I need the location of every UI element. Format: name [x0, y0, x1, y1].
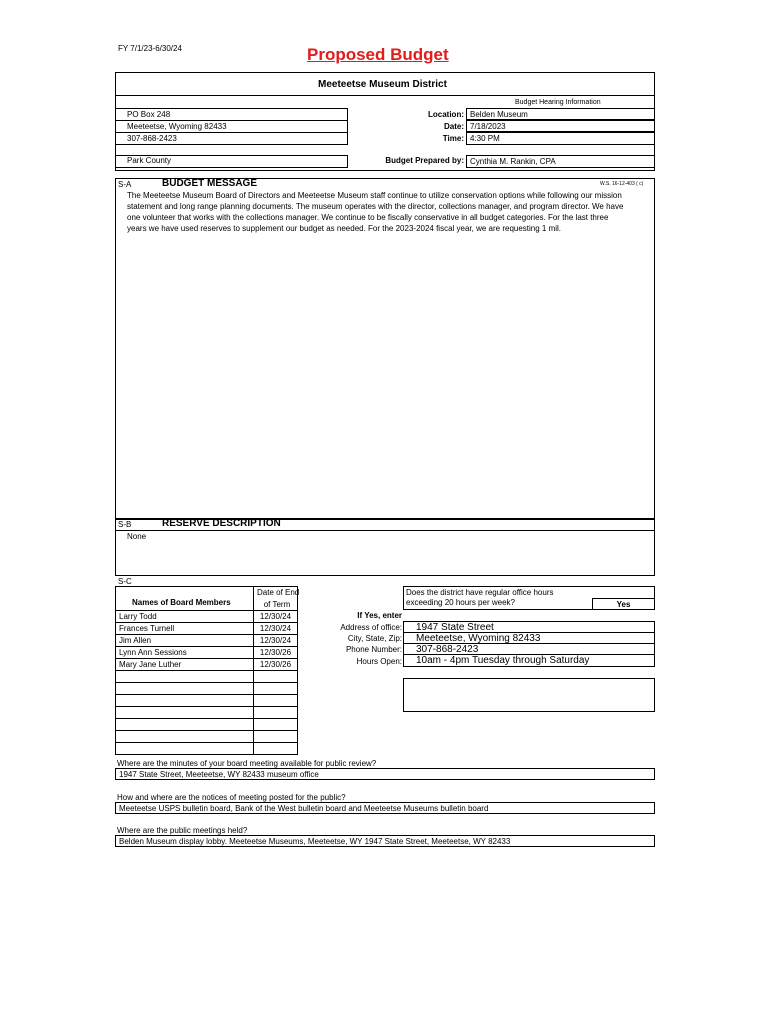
- reserve-title: RESERVE DESCRIPTION: [162, 518, 281, 529]
- office-address-label: Address of office:: [340, 623, 402, 632]
- address-line-3: 307-868-2423: [127, 134, 177, 143]
- county: Park County: [127, 156, 172, 165]
- board-member-term: 12/30/26: [253, 658, 298, 671]
- office-city: Meeteetse, Wyoming 82433: [403, 632, 655, 644]
- notices-answer: Meeteetse USPS bulletin board, Bank of the West bulletin board and Meeteetse Museums bulletin board: [115, 802, 655, 814]
- office-extra-box: [403, 678, 655, 712]
- notices-question: How and where are the notices of meeting posted for the public?: [117, 793, 346, 802]
- location-label: Location:: [428, 110, 464, 119]
- board-member-term: 12/30/24: [253, 610, 298, 623]
- if-yes-label: If Yes, enter: [357, 611, 402, 620]
- office-address: 1947 State Street: [403, 621, 655, 633]
- date-header-2: of Term: [263, 600, 291, 609]
- board-member-name: [115, 742, 254, 755]
- statute-ref: W.S. 16-12-403 ( c): [600, 181, 644, 187]
- time-label: Time:: [442, 134, 464, 143]
- prepared-label: Budget Prepared by:: [385, 156, 464, 165]
- budget-message-title: BUDGET MESSAGE: [162, 178, 258, 189]
- message-line-4: years we have used reserves to supplement our budget as needed. For the 2023-2024 fiscal year, we are requesting 1 mil.: [127, 224, 562, 233]
- office-city-label: City, State, Zip:: [347, 634, 402, 643]
- reserve-text: None: [127, 532, 147, 541]
- board-member-name: Lynn Ann Sessions: [115, 646, 254, 659]
- board-member-term: 12/30/24: [253, 622, 298, 635]
- minutes-answer: 1947 State Street, Meeteetse, WY 82433 museum office: [115, 768, 655, 780]
- hearing-heading: Budget Hearing Information: [515, 99, 601, 106]
- office-hours: 10am - 4pm Tuesday through Saturday: [403, 654, 655, 667]
- page-title: Proposed Budget: [307, 45, 449, 64]
- office-phone: 307-868-2423: [403, 643, 655, 655]
- board-member-name: Jim Allen: [115, 634, 254, 647]
- date-header-1: Date of End: [257, 588, 300, 597]
- address-line-2: Meeteetse, Wyoming 82433: [127, 122, 227, 131]
- message-line-2: statement and long range planning documents. The museum operates with the director, collections manager, and program director. We have: [127, 202, 624, 211]
- message-line-1: The Meeteetse Museum Board of Directors and Meeteetse Museum staff continue to utilize conservation options while following our mission: [127, 191, 622, 200]
- fiscal-year: FY 7/1/23-6/30/24: [118, 44, 182, 53]
- board-member-term: 12/30/24: [253, 634, 298, 647]
- office-phone-label: Phone Number:: [345, 645, 402, 654]
- section-code-sb: S-B: [118, 520, 132, 529]
- names-header: Names of Board Members: [132, 598, 231, 607]
- office-hours-label: Hours Open:: [356, 657, 402, 666]
- board-member-name: Frances Turnell: [115, 622, 254, 635]
- board-member-term: [253, 742, 298, 755]
- divider: [115, 95, 655, 96]
- location-value: Belden Museum: [466, 108, 655, 120]
- board-member-name: Mary Jane Luther: [115, 658, 254, 671]
- board-member-term: 12/30/26: [253, 646, 298, 659]
- district-name: Meeteetse Museum District: [318, 79, 447, 90]
- board-member-name: Larry Todd: [115, 610, 254, 623]
- date-value: 7/18/2023: [466, 120, 655, 132]
- time-value: 4:30 PM: [466, 132, 655, 145]
- meetings-answer: Belden Museum display lobby. Meeteetse Museums, Meeteetse, WY 1947 State Street, Meeteetse, WY 82433: [115, 835, 655, 847]
- office-question-2: exceeding 20 hours per week?: [406, 598, 515, 607]
- section-code-sa: S-A: [118, 180, 132, 189]
- section-code-sc: S-C: [118, 577, 132, 586]
- office-answer: Yes: [592, 598, 655, 610]
- meetings-question: Where are the public meetings held?: [117, 826, 248, 835]
- address-line-1: PO Box 248: [127, 110, 171, 119]
- minutes-question: Where are the minutes of your board meeting available for public review?: [117, 759, 377, 768]
- prepared-by: Cynthia M. Rankin, CPA: [466, 155, 655, 168]
- date-label: Date:: [443, 122, 464, 131]
- office-question-1: Does the district have regular office hours: [406, 588, 554, 597]
- message-line-3: one volunteer that works with the collections manager. We continue to be fiscally conservative in all budget categories. For the last three: [127, 213, 609, 222]
